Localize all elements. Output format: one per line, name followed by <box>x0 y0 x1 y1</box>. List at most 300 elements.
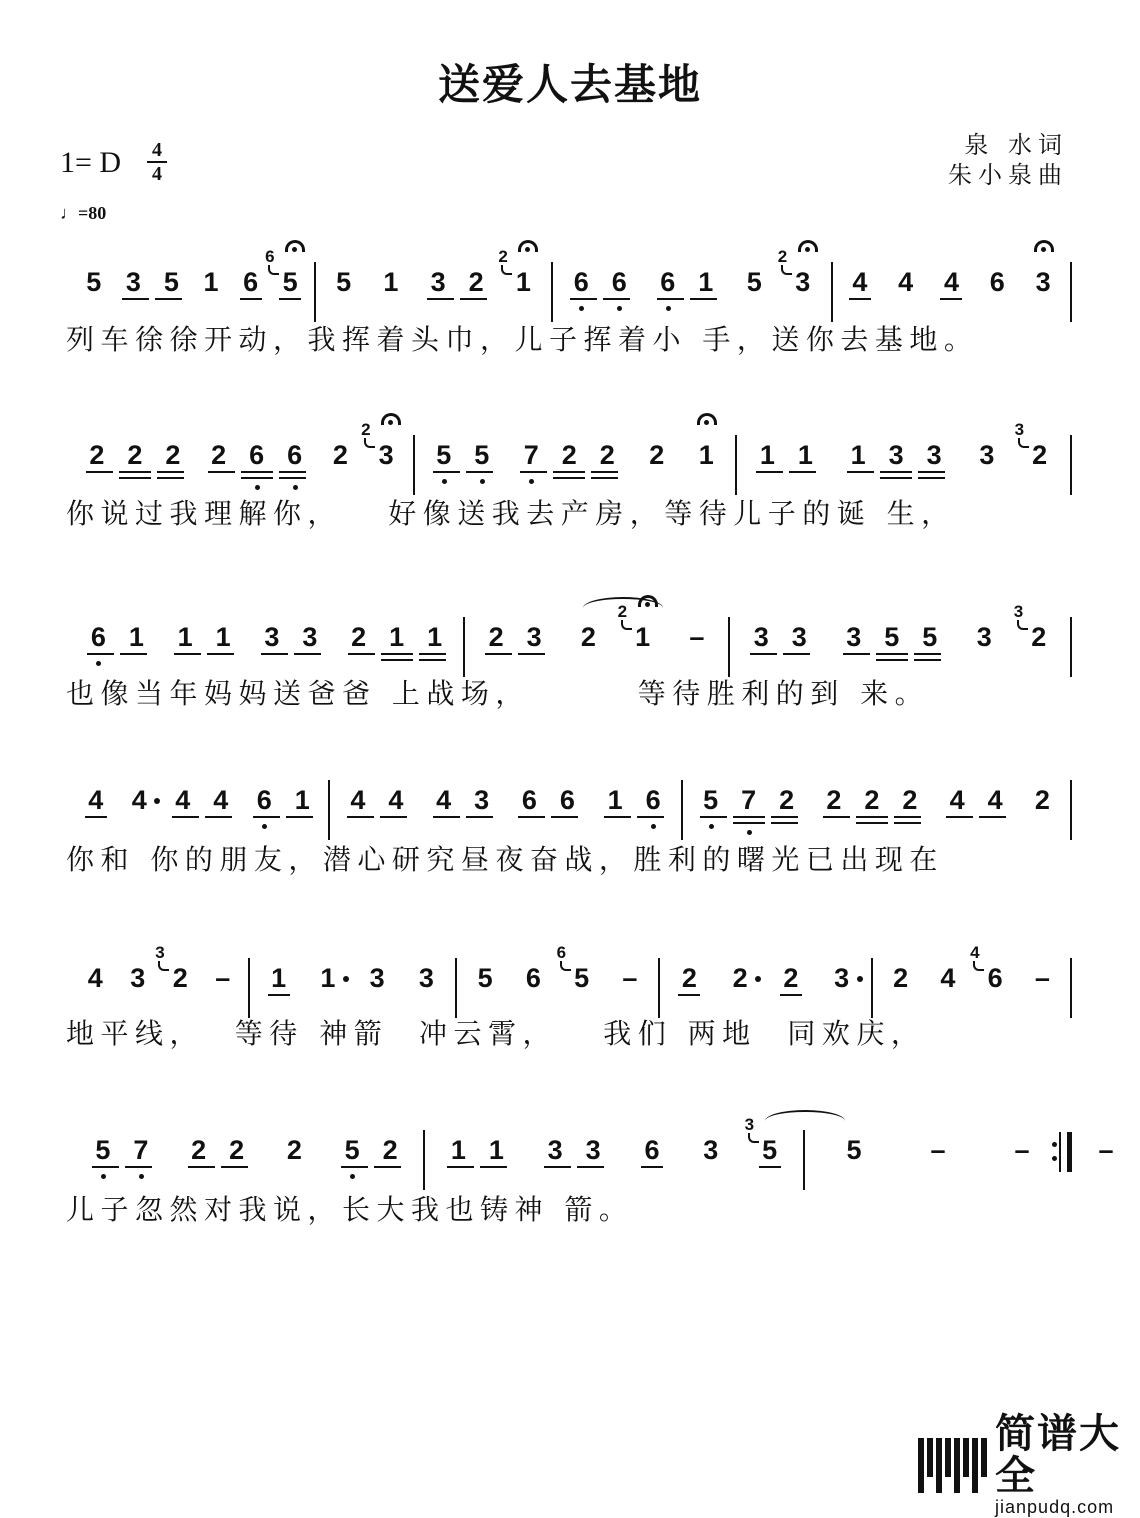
augmentation-dot <box>343 976 349 982</box>
note <box>291 617 329 677</box>
note-digit: 1 <box>177 622 193 652</box>
underline <box>374 1166 401 1168</box>
low-octave-dot <box>442 479 447 484</box>
underline <box>756 471 783 473</box>
underline <box>155 298 182 300</box>
logo-url: jianpudq.com <box>995 1497 1115 1517</box>
grace-note: 6 <box>556 943 567 962</box>
note <box>970 943 1014 1018</box>
note-group <box>611 958 649 1018</box>
note-digit: 1 <box>850 440 866 470</box>
note-group <box>180 1130 256 1190</box>
measure <box>70 943 250 1018</box>
note <box>835 1130 873 1190</box>
note-digit: 3 <box>795 267 811 297</box>
note-digit: 2 <box>286 1135 302 1165</box>
note-group <box>204 958 242 1018</box>
note-digit: 3 <box>703 1135 719 1165</box>
note <box>120 780 158 840</box>
note <box>372 262 410 322</box>
note-group <box>649 262 725 322</box>
note-group <box>192 262 230 322</box>
note-digit: 6 <box>287 440 303 470</box>
note <box>463 435 501 495</box>
note <box>772 958 810 1018</box>
note-group <box>835 617 949 677</box>
underline <box>733 822 765 824</box>
underline <box>286 816 313 818</box>
note-group <box>1023 958 1061 1018</box>
measure <box>330 780 683 840</box>
note-group <box>260 958 298 1018</box>
note <box>548 780 586 840</box>
measure <box>415 435 737 495</box>
note-digit: 6 <box>573 267 589 297</box>
note-digit: 3 <box>378 440 394 470</box>
note-group <box>638 435 676 495</box>
underline <box>759 1166 781 1168</box>
note <box>122 1130 160 1190</box>
note-digit: 6 <box>660 267 676 297</box>
note <box>687 262 725 322</box>
grace-note: 6 <box>265 247 275 266</box>
measure <box>805 1130 1114 1190</box>
underline <box>641 1166 663 1168</box>
site-logo <box>918 1413 1140 1518</box>
underline <box>253 816 280 818</box>
note <box>670 958 708 1018</box>
note <box>911 617 949 677</box>
measure <box>316 247 553 322</box>
note <box>232 262 270 322</box>
note-group <box>361 420 405 495</box>
underline <box>690 298 717 300</box>
note-digit: 3 <box>526 622 542 652</box>
note-digit: 1 <box>320 963 336 993</box>
note-digit: – <box>215 963 231 993</box>
underline <box>577 1166 604 1168</box>
low-octave-dot <box>747 830 752 835</box>
note-digit: 5 <box>344 1135 360 1165</box>
measure <box>873 943 1072 1018</box>
note-group <box>633 1130 671 1190</box>
note-group <box>887 262 925 322</box>
low-octave-dot <box>293 485 298 490</box>
fermata-icon <box>518 240 538 252</box>
note <box>192 262 230 322</box>
note-digit: 4 <box>87 963 103 993</box>
note <box>556 943 601 1018</box>
note <box>873 617 911 677</box>
note <box>265 247 309 322</box>
note-group <box>569 617 607 677</box>
underline <box>553 477 585 479</box>
note-group <box>275 1130 313 1190</box>
note-digit: 5 <box>282 267 298 297</box>
augmentation-dot <box>154 798 160 804</box>
note-digit: 1 <box>389 622 405 652</box>
measure <box>250 958 457 1018</box>
underline <box>381 653 413 655</box>
grace-note: 3 <box>744 1115 755 1134</box>
note <box>815 780 853 840</box>
note-group <box>77 780 115 840</box>
measure <box>70 617 465 677</box>
note-group <box>721 958 759 1018</box>
underline <box>433 816 460 818</box>
note-group <box>253 617 329 677</box>
underline <box>92 1166 119 1168</box>
note-group <box>823 958 861 1018</box>
underline <box>771 816 798 818</box>
note-group <box>929 958 967 1018</box>
note <box>253 617 291 677</box>
note-digit: 4 <box>88 785 104 815</box>
note-group <box>970 943 1014 1018</box>
note-digit: – <box>930 1135 946 1165</box>
note <box>1013 602 1058 677</box>
note-digit: 2 <box>649 440 665 470</box>
note-digit: 6 <box>559 785 575 815</box>
note <box>76 958 114 1018</box>
note <box>976 780 1014 840</box>
underline <box>918 471 945 473</box>
note-digit: 3 <box>834 963 850 993</box>
low-octave-dot <box>96 661 101 666</box>
underline <box>518 653 545 655</box>
note <box>340 617 378 677</box>
note <box>119 958 157 1018</box>
note <box>877 435 915 495</box>
note-digit: 2 <box>127 440 143 470</box>
note <box>361 420 405 495</box>
note-digit: 7 <box>133 1135 149 1165</box>
note-group <box>1014 420 1059 495</box>
note <box>510 780 548 840</box>
grace-note: 2 <box>498 247 508 266</box>
underline <box>466 816 493 818</box>
underline <box>419 659 446 661</box>
measure <box>70 420 415 495</box>
note-group <box>200 435 314 495</box>
note <box>853 780 891 840</box>
note <box>780 617 818 677</box>
note <box>155 943 199 1018</box>
note-group <box>232 262 270 322</box>
key-signature: 1= D <box>60 146 122 179</box>
note <box>358 958 396 1018</box>
note-digit: 6 <box>525 963 541 993</box>
note <box>777 247 822 322</box>
note <box>77 780 115 840</box>
fermata-icon <box>697 413 717 425</box>
note <box>692 780 730 840</box>
note-group <box>245 780 321 840</box>
note <box>238 435 276 495</box>
note-digit: 3 <box>888 440 904 470</box>
note-group <box>439 1130 515 1190</box>
grace-note: 4 <box>970 943 980 962</box>
note-digit: 3 <box>125 267 141 297</box>
note-digit: 5 <box>846 1135 862 1165</box>
note-digit: – <box>1034 963 1050 993</box>
note-digit: 1 <box>294 785 310 815</box>
underline <box>261 653 288 655</box>
note <box>596 780 634 840</box>
note <box>200 435 238 495</box>
low-octave-dot <box>101 1174 106 1179</box>
note-group <box>78 435 192 495</box>
note <box>882 958 920 1018</box>
note-group <box>1024 262 1062 322</box>
note-digit: 7 <box>523 440 539 470</box>
note-digit: 1 <box>427 622 443 652</box>
note <box>79 617 117 677</box>
note-group <box>477 617 553 677</box>
note-digit: 1 <box>215 622 231 652</box>
note-digit: 4 <box>987 785 1003 815</box>
note <box>218 1130 256 1190</box>
underline <box>591 471 618 473</box>
note <box>978 262 1016 322</box>
underline <box>733 816 765 818</box>
lyrics-line: 地平线， 等待 神箭 冲云霄， 我们 两地 同欢庆， <box>66 1017 926 1050</box>
note <box>498 247 542 322</box>
note-digit: 1 <box>383 267 399 297</box>
note-digit: 3 <box>753 622 769 652</box>
underline <box>172 816 199 818</box>
note <box>309 958 347 1018</box>
note-group <box>358 958 396 1018</box>
underline <box>880 477 912 479</box>
underline <box>553 471 585 473</box>
note <box>164 780 202 840</box>
note-digit: 4 <box>940 963 956 993</box>
note <box>562 262 600 322</box>
note <box>114 262 152 322</box>
underline <box>979 816 1006 818</box>
note-group <box>120 780 158 840</box>
measure <box>737 420 1072 495</box>
note <box>929 958 967 1018</box>
measure <box>683 780 1072 840</box>
grace-note: 2 <box>617 602 628 621</box>
underline <box>381 659 413 661</box>
note-digit: 5 <box>95 1135 111 1165</box>
lyricist: 泉 水词 <box>964 131 1068 159</box>
underline <box>427 298 454 300</box>
note <box>245 780 283 840</box>
note-digit: 1 <box>515 267 531 297</box>
note-digit: 3 <box>264 622 280 652</box>
note-digit: 2 <box>211 440 227 470</box>
note-group <box>425 780 501 840</box>
underline <box>637 816 664 818</box>
note <box>768 780 806 840</box>
note <box>786 435 824 495</box>
note <box>692 1130 730 1190</box>
note <box>1003 1130 1041 1190</box>
note-digit: 6 <box>645 785 661 815</box>
low-octave-dot <box>255 485 260 490</box>
time-bottom: 4 <box>152 163 162 185</box>
measure <box>457 943 660 1018</box>
note <box>721 958 759 1018</box>
note-digit: 4 <box>949 785 965 815</box>
song-title: 送爱人去基地 <box>437 60 702 109</box>
underline <box>341 1166 368 1168</box>
note-digit: 6 <box>987 963 1003 993</box>
note-digit: 1 <box>271 963 287 993</box>
note-digit: – <box>1098 1135 1114 1165</box>
underline <box>241 471 273 473</box>
note <box>117 617 155 677</box>
note-group <box>164 780 240 840</box>
note <box>477 1130 515 1190</box>
score-row <box>70 420 1076 495</box>
lyrics-line: 列车徐徐开动，我挥着头巾，儿子挥着小 手，送你去基地。 <box>66 323 979 356</box>
underline <box>294 653 321 655</box>
note <box>835 617 873 677</box>
note-group <box>510 780 586 840</box>
piano-keys-icon <box>918 1438 987 1493</box>
note-group <box>932 262 970 322</box>
note <box>730 780 768 840</box>
logo-name: 简谱大全 <box>995 1411 1122 1499</box>
note <box>634 780 672 840</box>
note-digit: 2 <box>488 622 504 652</box>
underline <box>240 298 262 300</box>
note-digit: 6 <box>90 622 106 652</box>
note-digit: 5 <box>86 267 102 297</box>
measure <box>730 602 1072 677</box>
note <box>600 262 638 322</box>
note-group <box>596 780 672 840</box>
underline <box>843 653 870 655</box>
note-digit: 3 <box>302 622 318 652</box>
note-digit: 5 <box>922 622 938 652</box>
note <box>638 435 676 495</box>
underline <box>604 816 631 818</box>
underline <box>279 477 306 479</box>
note <box>84 1130 122 1190</box>
note-digit: 5 <box>477 963 493 993</box>
note-digit: 2 <box>165 440 181 470</box>
measure <box>553 247 833 322</box>
underline <box>847 471 874 473</box>
note-digit: 2 <box>681 963 697 993</box>
note <box>439 1130 477 1190</box>
note <box>377 780 415 840</box>
note <box>1023 958 1061 1018</box>
note-digit: 5 <box>762 1135 778 1165</box>
note-digit: 5 <box>474 440 490 470</box>
measure <box>833 262 1072 322</box>
measure <box>70 247 316 322</box>
note-group <box>617 602 662 677</box>
note-digit: 1 <box>450 1135 466 1165</box>
note-digit: 1 <box>635 622 651 652</box>
note <box>321 435 359 495</box>
note-digit: 6 <box>989 267 1005 297</box>
note-digit: 6 <box>644 1135 660 1165</box>
note-digit: 2 <box>902 785 918 815</box>
note-group <box>742 617 818 677</box>
note-group <box>466 958 504 1018</box>
underline <box>485 653 512 655</box>
grace-note: 2 <box>361 420 371 439</box>
note-group <box>76 958 114 1018</box>
note <box>260 958 298 1018</box>
note-digit: 7 <box>741 785 757 815</box>
underline <box>157 471 184 473</box>
note-group <box>166 617 242 677</box>
fermata-icon <box>638 595 658 607</box>
note <box>611 958 649 1018</box>
underline <box>603 298 630 300</box>
note-digit: 2 <box>1032 440 1048 470</box>
underline <box>380 816 407 818</box>
underline <box>433 471 460 473</box>
note-digit: 2 <box>599 440 615 470</box>
note <box>515 617 553 677</box>
note <box>78 435 116 495</box>
underline <box>120 653 147 655</box>
note-group <box>79 617 155 677</box>
note-digit: 3 <box>976 622 992 652</box>
note-digit: 4 <box>898 267 914 297</box>
note-group <box>815 780 929 840</box>
underline <box>460 298 487 300</box>
note-digit: 2 <box>229 1135 245 1165</box>
underline <box>157 477 184 479</box>
fermata-icon <box>798 240 818 252</box>
note-digit: 3 <box>547 1135 563 1165</box>
note-group <box>965 617 1003 677</box>
low-octave-dot <box>480 479 485 484</box>
note <box>915 435 953 495</box>
note-digit: 3 <box>846 622 862 652</box>
note-group <box>498 247 542 322</box>
note <box>75 262 113 322</box>
score-row <box>70 780 1076 840</box>
underline <box>119 471 151 473</box>
grace-note: 2 <box>777 247 788 266</box>
credits <box>948 130 1068 190</box>
note-group <box>772 958 810 1018</box>
note <box>919 1130 957 1190</box>
note-digit: – <box>1014 1135 1030 1165</box>
note-digit: 2 <box>191 1135 207 1165</box>
note-digit: 2 <box>561 440 577 470</box>
note-group <box>919 1130 957 1190</box>
note-digit: 4 <box>131 785 147 815</box>
underline <box>174 653 201 655</box>
note-digit: 2 <box>468 267 484 297</box>
note <box>378 617 416 677</box>
low-octave-dot <box>617 306 622 311</box>
note-digit: 5 <box>746 267 762 297</box>
note-digit: 5 <box>884 622 900 652</box>
fermata-icon <box>381 413 401 425</box>
note <box>735 262 773 322</box>
note-digit: 5 <box>336 267 352 297</box>
underline <box>894 822 921 824</box>
underline <box>86 471 113 473</box>
underline <box>544 1166 571 1168</box>
underline <box>87 653 114 655</box>
low-octave-dot <box>579 306 584 311</box>
